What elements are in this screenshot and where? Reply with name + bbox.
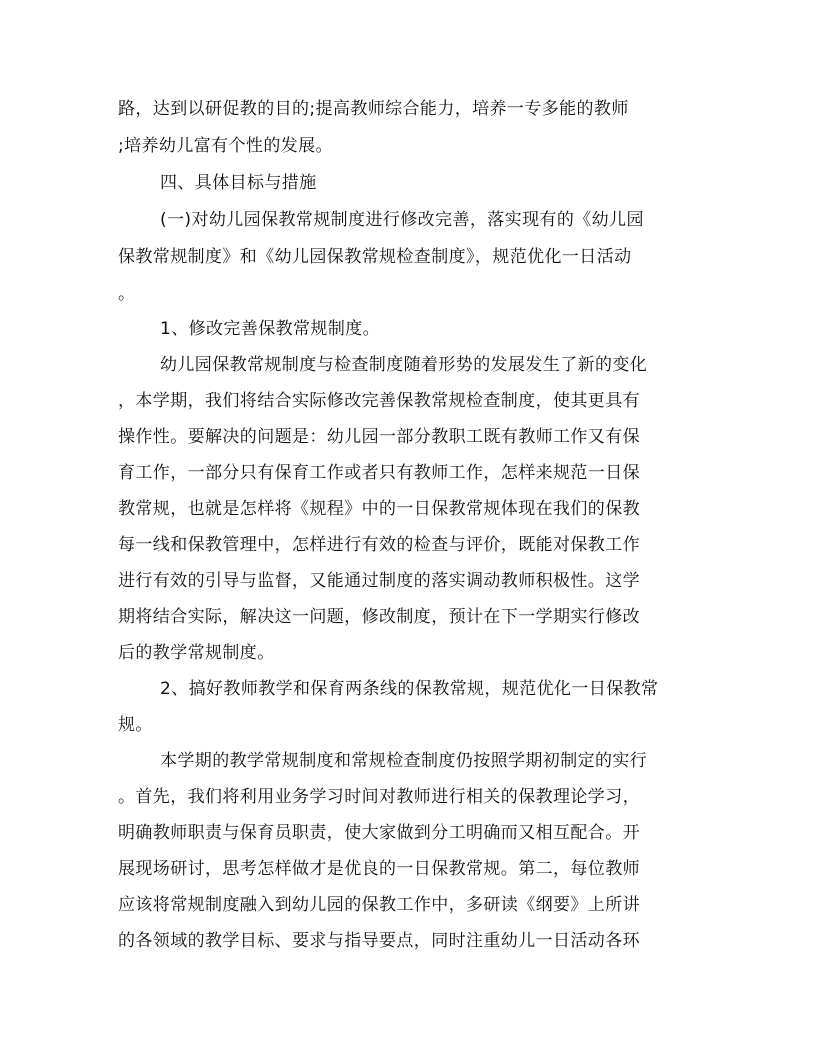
text-line: 期将结合实际，解决这一问题，修改制度，预计在下一学期实行修改 — [118, 607, 640, 627]
section-heading: 四、具体目标与措施 — [160, 173, 317, 193]
text-line: 展现场研讨，思考怎样做才是优良的一日保教常规。第二，每位教师 — [118, 859, 640, 879]
text-line: ;培养幼儿富有个性的发展。 — [118, 136, 333, 156]
text-line: 幼儿园保教常规制度与检查制度随着形势的发展发生了新的变化 — [160, 355, 648, 375]
text-line: 保教常规制度》和《幼儿园保教常规检查制度》，规范优化一日活动 — [118, 247, 632, 267]
text-line: 。首先，我们将利用业务学习时间对教师进行相关的保教理论学习， — [118, 787, 640, 807]
text-line: 操作性。要解决的问题是：幼儿园一部分教职工既有教师工作又有保 — [118, 427, 640, 447]
text-line: 每一线和保教管理中，怎样进行有效的检查与评价，既能对保教工作 — [118, 535, 640, 555]
text-line: 应该将常规制度融入到幼儿园的保教工作中，多研读《纲要》上所讲 — [118, 895, 640, 915]
text-line: 规。 — [118, 715, 153, 735]
text-line: 。 — [118, 284, 136, 304]
text-line: 本学期的教学常规制度和常规检查制度仍按照学期初制定的实行 — [160, 751, 648, 771]
text-line: 路，达到以研促教的目的;提高教师综合能力，培养一专多能的教师 — [118, 99, 629, 119]
text-line: 的各领域的教学目标、要求与指导要点，同时注重幼儿一日活动各环 — [118, 931, 640, 951]
text-line: 教常规，也就是怎样将《规程》中的一日保教常规体现在我们的保教 — [118, 499, 640, 519]
subheading: 1、修改完善保教常规制度。 — [160, 319, 381, 339]
text-line: (一)对幼儿园保教常规制度进行修改完善，落实现有的《幼儿园 — [160, 210, 644, 230]
text-line: 明确教师职责与保育员职责，使大家做到分工明确而又相互配合。开 — [118, 823, 640, 843]
text-line: 进行有效的引导与监督，又能通过制度的落实调动教师积极性。这学 — [118, 571, 640, 591]
text-line: 育工作，一部分只有保育工作或者只有教师工作，怎样来规范一日保 — [118, 463, 640, 483]
subheading: 2、搞好教师教学和保育两条线的保教常规，规范优化一日保教常 — [160, 679, 659, 699]
text-line: 后的教学常规制度。 — [118, 643, 275, 663]
text-line: ，本学期，我们将结合实际修改完善保教常规检查制度，使其更具有 — [118, 391, 640, 411]
